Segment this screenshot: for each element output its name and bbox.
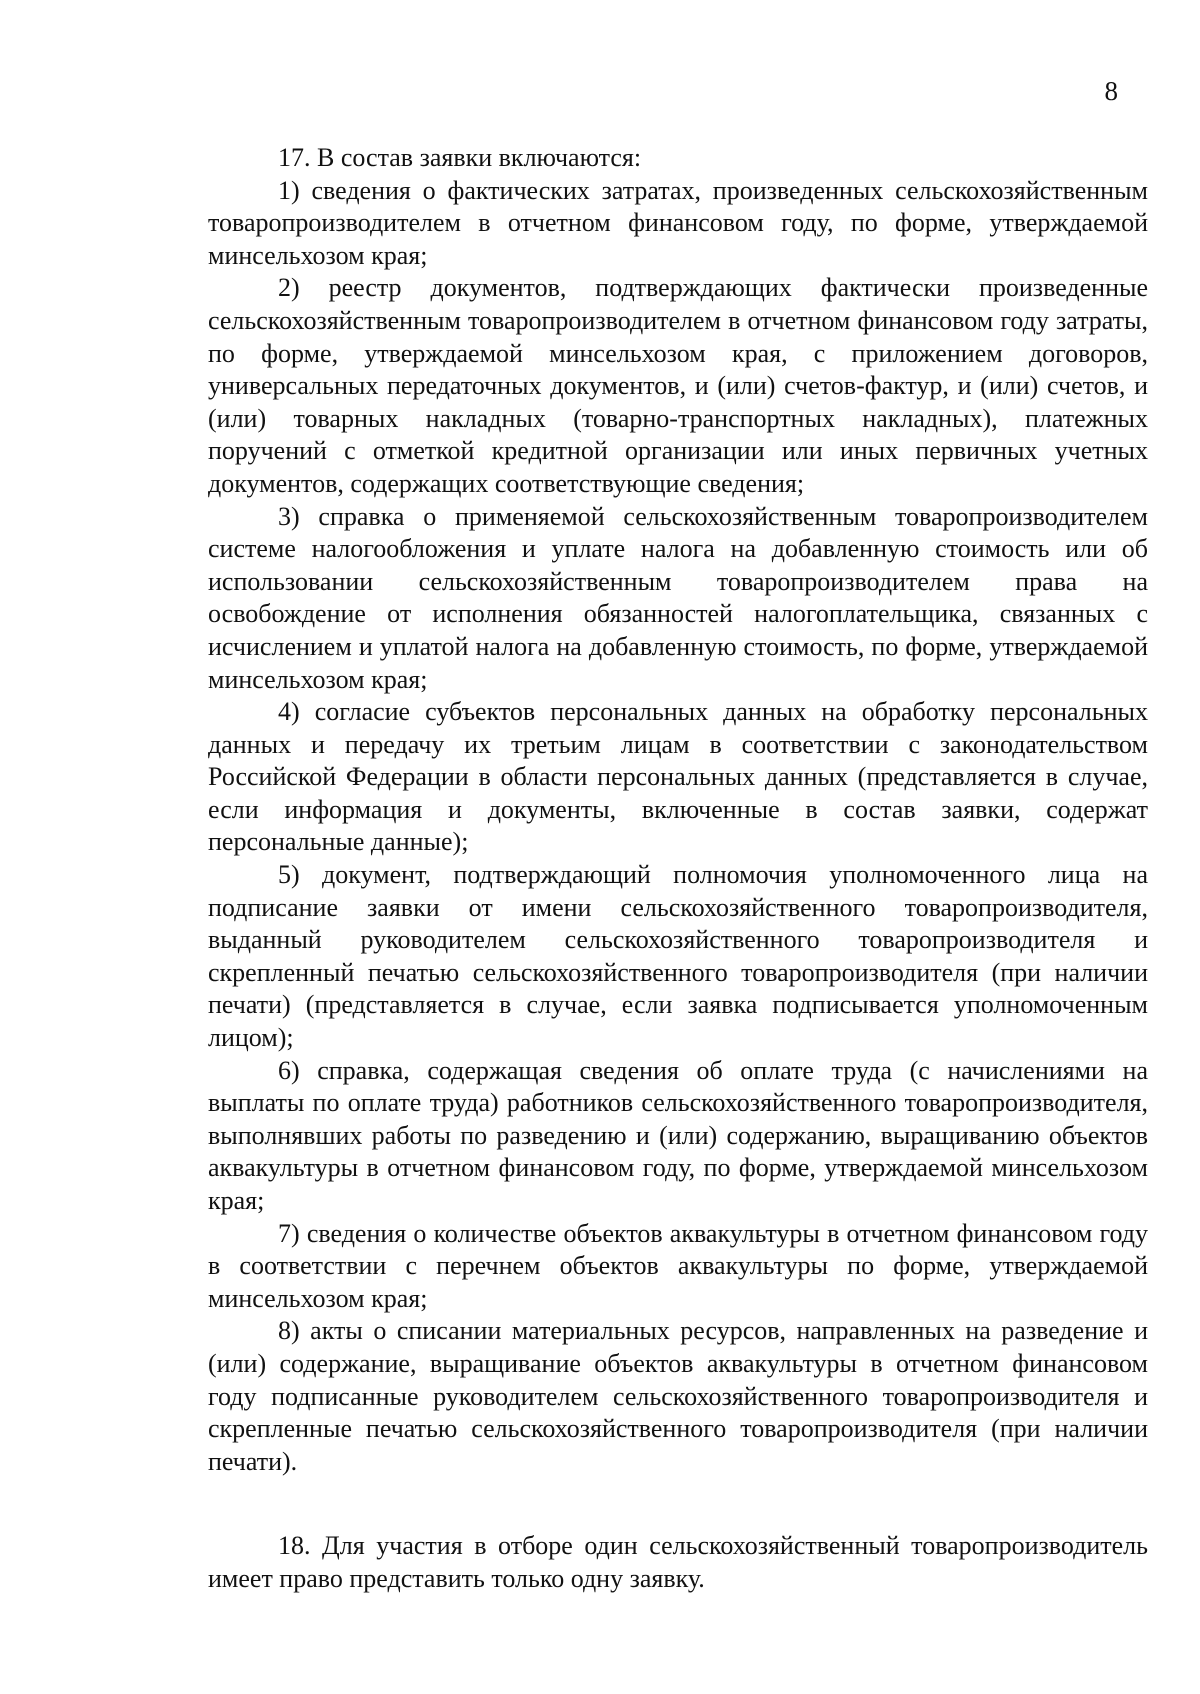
list-item: 5) документ, подтверждающий полномочия уполномоченного лица на подписание заявки от имени сельскохозяйственного товаропроизводителя, выданный руководителем сельскохозяйственного товаропроизводителя и скрепленный печатью сельскохозяйственного товаропроизводителя (при наличии печати) (представляется в случае, если заявка подписывается уполномоченным лицом); xyxy=(208,860,1148,1053)
list-item: 4) согласие субъектов персональных данных на обработку персональных данных и передачу их третьим лицам в соответствии с законодательством Российской Федерации в области персональных данных (представляется в случае, если информация и документы, включенные в состав заявки, содержат персональные данные); xyxy=(208,697,1148,857)
document-body xyxy=(208,142,1148,1596)
section-spacer xyxy=(208,1478,1148,1530)
list-item: 7) сведения о количестве объектов аквакультуры в отчетном финансовом году в соответствии с перечнем объектов аквакультуры по форме, утверждаемой минсельхозом края; xyxy=(208,1218,1148,1313)
list-item: 1) сведения о фактических затратах, произведенных сельскохозяйственным товаропроизводителем в отчетном финансовом году, по форме, утверждаемой минсельхозом края; xyxy=(208,175,1148,270)
section-18-paragraph: 18. Для участия в отборе один сельскохозяйственный товаропроизводитель имеет право представить только одну заявку. xyxy=(208,1531,1148,1593)
page-number: 8 xyxy=(1104,76,1118,106)
list-item: 8) акты о списании материальных ресурсов, направленных на разведение и (или) содержание, выращивание объектов аквакультуры в отчетном финансовом году подписанные руководителем сельскохозяйственного товаропроизводителя и скрепленные печатью сельскохозяйственного товаропроизводителя (при наличии печати). xyxy=(208,1316,1148,1476)
list-item: 6) справка, содержащая сведения об оплате труда (с начислениями на выплаты по оплате труда) работников сельскохозяйственного товаропроизводителя, выполнявших работы по разведению и (или) содержанию, выращиванию объектов аквакультуры в отчетном финансовом году, по форме, утверждаемой минсельхозом края; xyxy=(208,1055,1148,1215)
list-item: 2) реестр документов, подтверждающих фактически произведенные сельскохозяйственным товаропроизводителем в отчетном финансовом году затраты, по форме, утверждаемой минсельхозом края, с приложением договоров, универсальных передаточных документов, и (или) счетов-фактур, и (или) счетов, и (или) товарных накладных (товарно-транспортных накладных), платежных поручений с отметкой кредитной организации или иных первичных учетных документов, содержащих соответствующие сведения; xyxy=(208,273,1148,498)
list-item: 3) справка о применяемой сельскохозяйственным товаропроизводителем системе налогообложения и уплате налога на добавленную стоимость или об использовании сельскохозяйственным товаропроизводителем права на освобождение от исполнения обязанностей налогоплательщика, связанных с исчислением и уплатой налога на добавленную стоимость, по форме, утверждаемой минсельхозом края; xyxy=(208,501,1148,694)
section-17-heading: 17. В состав заявки включаются: xyxy=(278,143,642,172)
